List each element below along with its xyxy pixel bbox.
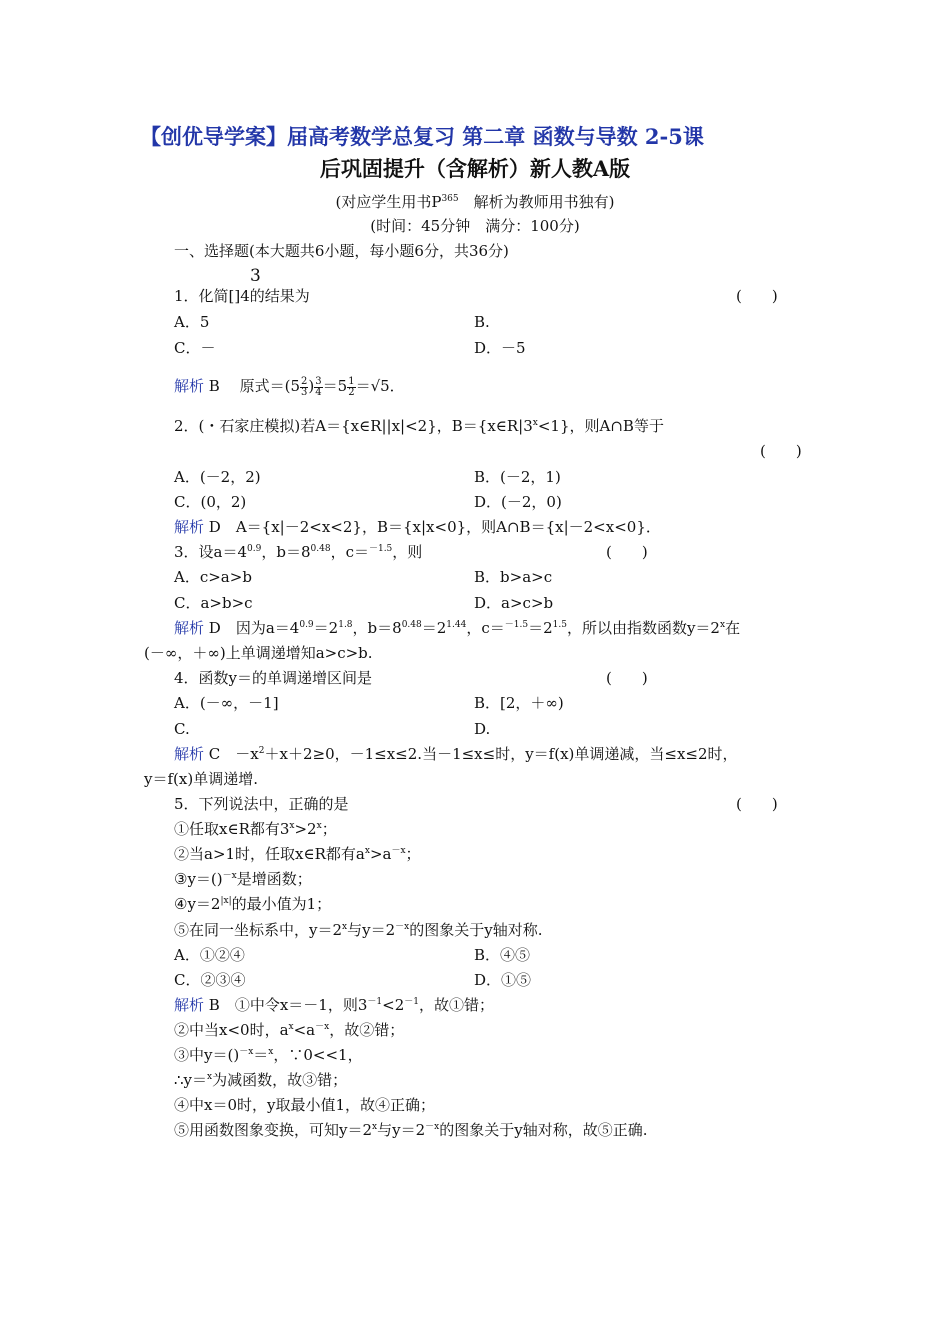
fraction: $\frac{1}{2}$ [348,375,355,398]
q4-option-d: D. [474,720,491,738]
q5-option-d: D．①⑤ [474,971,532,989]
analysis-label: 解析 [174,518,205,536]
analysis-label: 解析 [174,745,205,763]
q5-statement-1: ①任取x∈R都有$3^x>2^x$； [174,820,337,838]
q4-option-b: B．[2，＋∞) [474,694,564,712]
q3-answer-paren: ( ) [606,543,648,561]
analysis-label: 解析 [174,996,205,1014]
q5-statement-5: ⑤在同一坐标系中，$y=2^x$与$y=2^{-x}$的图象关于y轴对称. [174,921,543,939]
q1-option-a: A．5 [174,313,210,331]
q3-option-b: B．b>a>c [474,568,553,586]
q4-stem: 4．函数y＝的单调递增区间是 [174,669,373,687]
q5-option-a: A．①②④ [174,946,245,964]
analysis-label: 解析 [174,377,205,395]
q3-stem: 3．设$a=4^{0.9}$，$b=8^{0.48}$，c＝$^{-1.5}$，则 [174,543,423,561]
q4-option-c: C. [174,720,190,738]
q1-answer-paren: ( ) [736,287,778,305]
q1-option-b: B. [474,313,490,331]
q3-option-c: C．a>b>c [174,594,253,612]
analysis-label: 解析 [174,619,205,637]
q2-stem: 2．(・石家庄模拟)若A＝{x∈R||x|<2}，$B=\{x\in R|3^x<1\}$，则A∩B等于 [174,417,664,435]
q2-option-d: D．(－2，0) [474,493,562,511]
q3-option-d: D．a>c>b [474,594,554,612]
q4-option-a: A．(－∞，－1] [174,694,279,712]
q1-analysis: 解析 B 原式＝(5 $\frac{2}{3}$ ) $\frac{3}{4}$ ＝5 $\frac{1}{2}$ ＝√5． [174,375,405,398]
q5-stem: 5．下列说法中，正确的是 [174,795,349,813]
q1-radical-index: 3 [250,266,261,286]
q5-answer-paren: ( ) [736,795,778,813]
q3-analysis: 解析 D 因为$a=4^{0.9}=2^{1.8}$，$b=8^{0.48}=2^{1.44}$，$c=^{-1.5}=2^{1.5}$，所以由指数函数$y=2^x$在 [174,619,741,637]
q5-option-b: B．④⑤ [474,946,531,964]
q5-analysis-3: ③中y＝()$^{-x}$＝$^x$，∵0<<1， [174,1046,363,1064]
time-limit: (时间：45分钟 满分：100分) [370,217,580,235]
q4-analysis-cont: y＝f(x)单调递增. [144,770,258,788]
q3-analysis-cont: (－∞，＋∞)上单调递增知a>c>b. [144,644,373,662]
q3-option-a: A．c>a>b [174,568,252,586]
q2-option-c: C．(0，2) [174,493,247,511]
q5-analysis-2: ②中当x<0时，$a^x<a^{-x}$，故②错； [174,1021,405,1039]
fraction: $\frac{3}{4}$ [315,375,322,398]
q1-stem: 1．化简[]4的结果为 [174,287,310,305]
q1-option-d: D．－5 [474,339,526,357]
section-heading: 一、选择题(本大题共6小题，每小题6分，共36分) [174,242,509,260]
q5-statement-4: $④y=2^{|x|}$的最小值为1； [174,895,332,913]
q5-analysis-5: ④中x＝0时，y取最小值1，故④正确； [174,1096,436,1114]
q2-option-a: A．(－2，2) [174,468,261,486]
q5-statement-3: ③y＝()$^{-x}$是增函数； [174,870,312,888]
q5-analysis-4: ∴y＝$^x$为减函数，故③错； [174,1071,348,1089]
q2-analysis: 解析 D A＝{x|－2<x<2}，B＝{x|x<0}，则A∩B＝{x|－2<x<0}． [174,518,661,536]
q4-answer-paren: ( ) [606,669,648,687]
usage-note: (对应学生用书$P^{365}$ 解析为教师用书独有) [335,193,615,211]
q5-analysis-6: ⑤用函数图象变换，可知$y=2^x$与$y=2^{-x}$的图象关于y轴对称，故⑤正确. [174,1121,648,1139]
q1-option-c: C．－ [174,339,216,357]
q2-answer-paren: ( ) [760,442,802,460]
document-title-line1: 【创优导学案】届高考数学总复习 第二章 函数与导数 2-5课 [140,124,704,149]
q5-option-c: C．②③④ [174,971,246,989]
document-title-line2: 后巩固提升（含解析）新人教A版 [319,156,631,181]
q5-statement-2: ②当a>1时，任取x∈R都有$a^x>a^{-x}$； [174,845,421,863]
q2-option-b: B．(－2，1) [474,468,561,486]
fraction: $\frac{2}{3}$ [301,375,308,398]
q4-analysis: 解析 C $-x^2+x+2\ge 0$，－1≤x≤2.当－1≤x≤时，y＝f(x)单调递减，当≤x≤2时， [174,745,738,763]
q5-analysis-1: 解析 B ①中令x＝－1，则$3^{-1}<2^{-1}$，故①错； [174,996,495,1014]
